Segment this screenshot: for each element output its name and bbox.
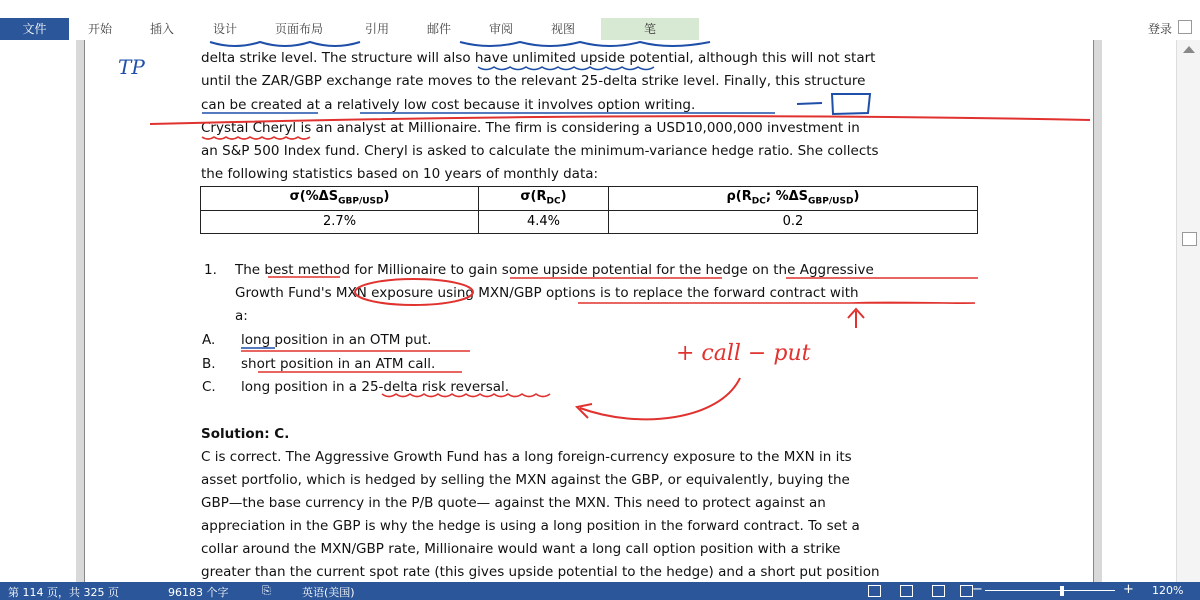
vertical-scrollbar[interactable] — [1176, 40, 1200, 582]
paragraph-line: delta strike level. The structure will also have unlimited upside potential, although this will not start — [201, 50, 876, 66]
tab-view[interactable]: 视图 — [551, 22, 576, 36]
login-link[interactable]: 登录 — [1147, 22, 1172, 36]
table-row — [201, 210, 978, 234]
word-count[interactable]: 96183 个字 — [168, 586, 229, 599]
statistics-table — [200, 186, 978, 234]
tab-design[interactable]: 设计 — [213, 22, 238, 36]
solution-line: GBP—the base currency in the P/B quote— against the MXN. This need to protect against an — [201, 495, 826, 511]
paragraph-line: the following statistics based on 10 years of monthly data: — [201, 166, 599, 182]
option-text: long position in a 25-delta risk reversal. — [241, 379, 510, 395]
ribbon-collapse-icon[interactable] — [1178, 20, 1192, 34]
table-header-cell: $\sigma(\%\Delta S_{GBP/USD})$ — [201, 187, 479, 211]
read-mode-icon[interactable] — [868, 585, 881, 597]
paragraph-line: until the ZAR/GBP exchange rate moves to the relevant 25-delta strike level. Finally, this structure — [201, 73, 866, 89]
option-letter: C. — [202, 379, 216, 395]
table-header-cell: $\sigma(R_{DC})$ — [479, 187, 609, 211]
option-text: long position in an OTM put. — [241, 332, 432, 348]
table-cell: 4.4% — [479, 210, 609, 234]
table-cell: 2.7% — [201, 210, 479, 234]
paragraph-line: Crystal Cheryl is an analyst at Millionaire. The firm is considering a USD10,000,000 investment in — [201, 120, 860, 136]
solution-line: collar around the MXN/GBP rate, Millionaire would want a long call option position with a strike — [201, 541, 841, 557]
scroll-up-icon[interactable] — [1183, 46, 1195, 53]
option-letter: B. — [202, 356, 216, 372]
ink-tp-note: TP — [118, 55, 145, 79]
table-header-row — [201, 187, 978, 211]
page-edge-right — [1093, 40, 1102, 582]
web-layout-icon[interactable] — [932, 585, 945, 597]
paragraph-line: can be created at a relatively low cost because it involves option writing. — [201, 97, 696, 113]
language-indicator[interactable]: 英语(美国) — [302, 586, 355, 599]
print-layout-icon[interactable] — [900, 585, 913, 597]
tab-mailings[interactable]: 邮件 — [427, 22, 452, 36]
solution-title: Solution: C. — [201, 426, 290, 442]
ink-formula-note: + call − put — [676, 341, 811, 366]
page-edge-left — [76, 40, 85, 582]
tab-review[interactable]: 审阅 — [489, 22, 514, 36]
zoom-slider[interactable] — [985, 590, 1115, 591]
status-bar — [0, 582, 1200, 600]
zoom-out-button[interactable]: − — [972, 582, 983, 597]
option-text: short position in an ATM call. — [241, 356, 436, 372]
table-cell: 0.2 — [608, 210, 977, 234]
proofing-icon[interactable]: ⎘ — [262, 584, 271, 597]
question-line: a: — [235, 308, 248, 324]
zoom-level[interactable]: 120% — [1152, 584, 1184, 597]
paragraph-line: an S&P 500 Index fund. Cheryl is asked to calculate the minimum-variance hedge ratio. She collects — [201, 143, 879, 159]
tab-layout[interactable]: 页面布局 — [275, 22, 324, 36]
solution-line: appreciation in the GBP is why the hedge is using a long position in the forward contract. To set a — [201, 518, 860, 534]
option-letter: A. — [202, 332, 216, 348]
tab-insert[interactable]: 插入 — [150, 22, 175, 36]
ribbon — [0, 0, 1200, 40]
tab-references[interactable]: 引用 — [365, 22, 390, 36]
scroll-thumb[interactable] — [1182, 232, 1197, 246]
solution-line: C is correct. The Aggressive Growth Fund has a long foreign-currency exposure to the MXN in its — [201, 449, 852, 465]
question-line: Growth Fund's MXN exposure using MXN/GBP options is to replace the forward contract with — [235, 285, 859, 301]
zoom-in-button[interactable]: + — [1123, 582, 1134, 597]
tab-pen[interactable]: 笔 — [601, 18, 699, 40]
zoom-slider-thumb[interactable] — [1060, 586, 1064, 596]
table-header-cell: $\rho(R_{DC}$; $\%\Delta S_{GBP/USD}$) — [608, 187, 977, 211]
page-count[interactable]: 第 114 页，共 325 页 — [8, 586, 119, 599]
solution-line: greater than the current spot rate (this gives upside potential to the hedge) and a short put position — [201, 564, 880, 580]
tab-file[interactable]: 文件 — [0, 18, 69, 40]
question-number: 1. — [204, 262, 217, 278]
solution-line: asset portfolio, which is hedged by selling the MXN against the GBP, or equivalently, buying the — [201, 472, 850, 488]
question-line: The best method for Millionaire to gain some upside potential for the hedge on the Aggressive — [235, 262, 874, 278]
tab-home[interactable]: 开始 — [88, 22, 113, 36]
